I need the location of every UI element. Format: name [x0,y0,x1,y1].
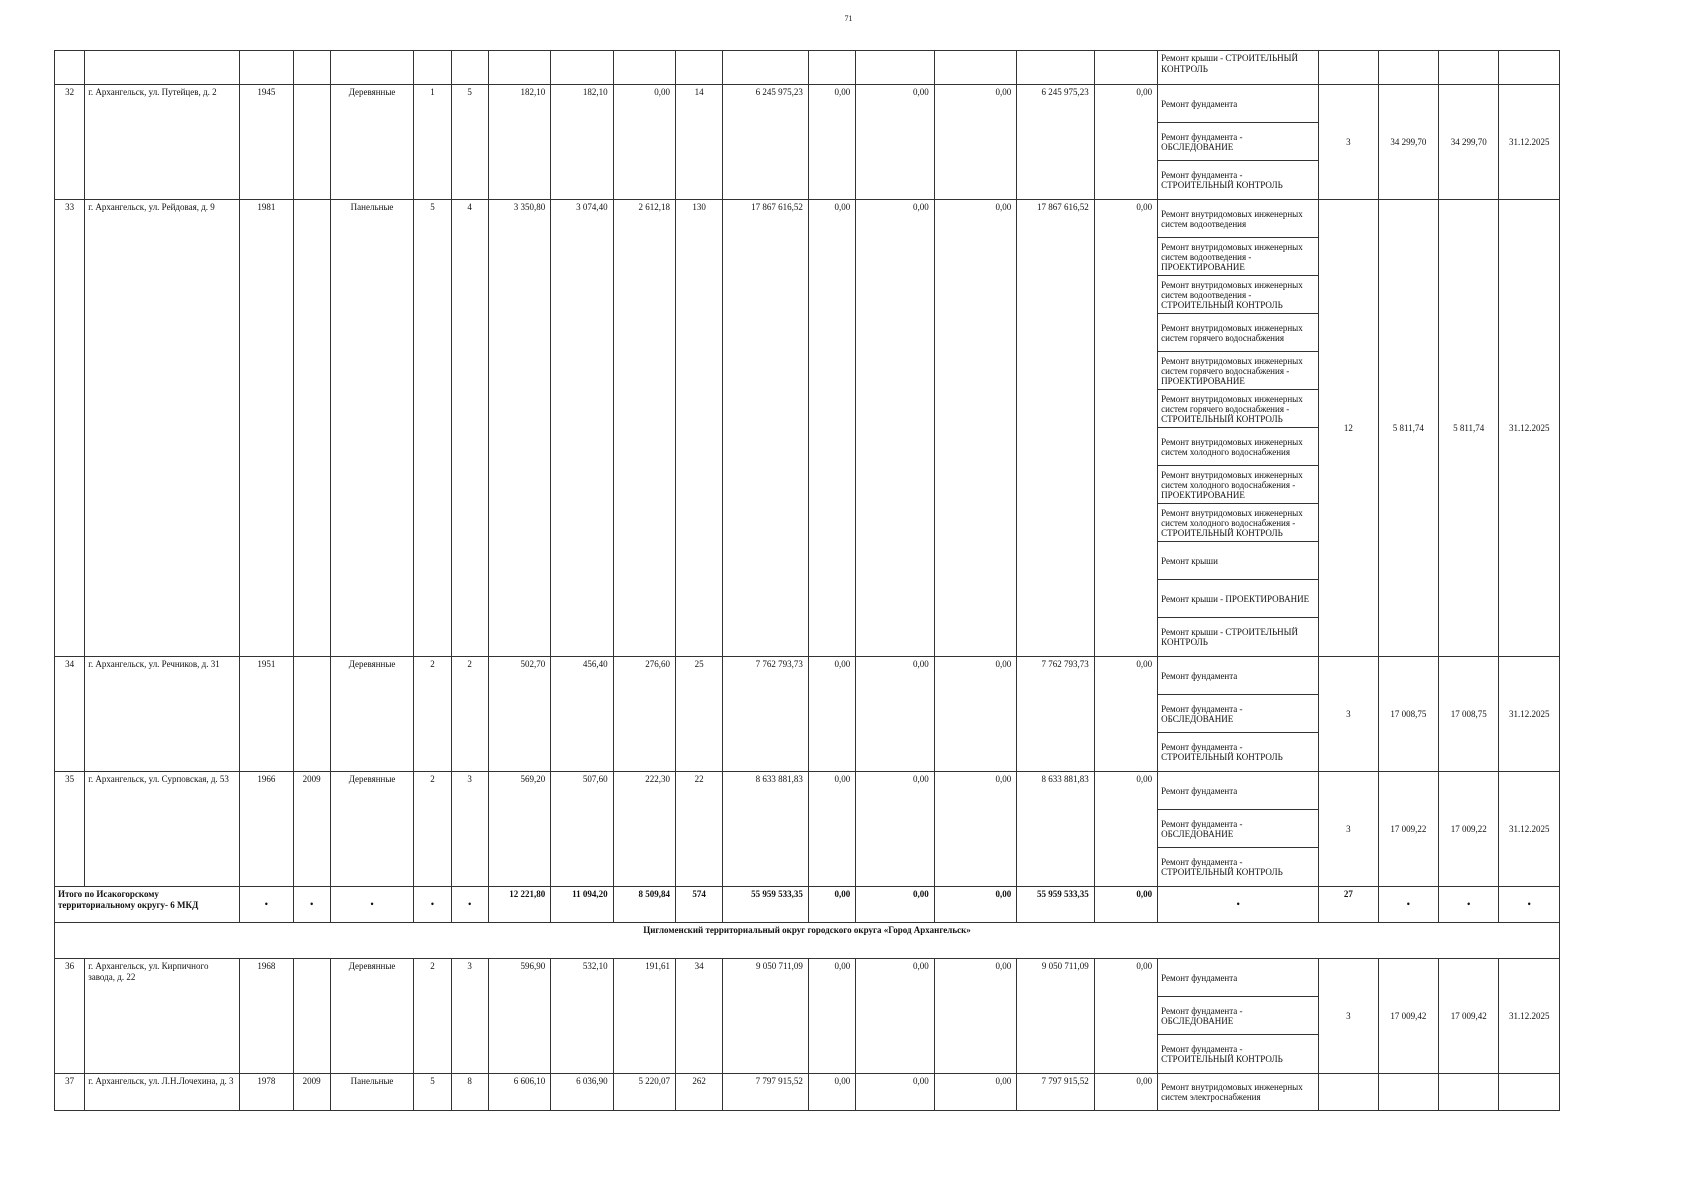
area-cell: 11 094,20 [551,887,613,923]
entrances-cell: 5 [451,85,488,200]
floors-cell: 2 [414,657,451,772]
work-item: Ремонт фундамента - СТРОИТЕЛЬНЫЙ КОНТРОЛЬ [1161,857,1283,877]
table-row [55,200,1560,657]
money-cell: 7 762 793,73 [723,657,809,772]
works-cell [1158,772,1319,887]
material-cell: Панельные [330,200,414,657]
year-cell: 1968 [240,959,293,1074]
year-cell: 1981 [240,200,293,657]
money-cell: 0,00 [808,85,855,200]
money-cell: 0,00 [808,887,855,923]
empty-cell [934,51,1017,85]
work-item: Ремонт фундамента - ОБСЛЕДОВАНИЕ [1158,997,1318,1035]
empty-cell [330,51,414,85]
section-row [55,923,1560,959]
empty-cell [55,51,85,85]
money-cell: 0,00 [934,85,1017,200]
works-cell [1158,657,1319,772]
area-cell: 182,10 [551,85,613,200]
floors-cell: 1 [414,85,451,200]
work-item: Ремонт фундамента [1158,85,1318,123]
address-cell: г. Архангельск, ул. Речников, д. 31 [85,657,240,772]
money-cell: 0,00 [1094,959,1157,1074]
empty-cell [808,51,855,85]
dot-cell: • [451,887,488,923]
unit-cost-cell [1378,1074,1438,1111]
empty-cell [1319,51,1378,85]
money-cell: 7 797 915,52 [723,1074,809,1111]
work-item: Ремонт фундамента - СТРОИТЕЛЬНЫЙ КОНТРОЛЬ [1161,1044,1283,1064]
table-row [55,772,1560,887]
money-cell: 6 245 975,23 [1017,85,1095,200]
work-item: Ремонт внутридомовых инженерных систем электроснабжения [1161,1082,1303,1102]
year-cell: 2009 [293,772,330,887]
work-item: Ремонт фундамента [1158,657,1318,695]
year-cell [293,85,330,200]
dot-cell: • [330,887,414,923]
empty-cell [1439,51,1499,85]
material-cell: Деревянные [330,657,414,772]
money-cell: 0,00 [856,1074,935,1111]
material-cell: Деревянные [330,85,414,200]
deadline-cell: 31.12.2025 [1499,200,1560,657]
work-item: Ремонт фундамента - ОБСЛЕДОВАНИЕ [1158,810,1318,848]
area-cell: 3 350,80 [488,200,550,657]
work-item: Ремонт крыши - СТРОИТЕЛЬНЫЙ КОНТРОЛЬ [1161,627,1299,647]
residents-cell: 25 [676,657,723,772]
work-item: Ремонт внутридомовых инженерных систем горячего водоснабжения - ПРОЕКТИРОВАНИЕ [1158,352,1318,390]
work-item: Ремонт внутридомовых инженерных систем водоотведения - СТРОИТЕЛЬНЫЙ КОНТРОЛЬ [1158,276,1318,314]
entrances-cell: 8 [451,1074,488,1111]
money-cell: 0,00 [934,887,1017,923]
unit-cost-cell: 17 009,42 [1378,959,1438,1074]
area-cell: 191,61 [613,959,675,1074]
residents-cell: 14 [676,85,723,200]
material-cell: Деревянные [330,772,414,887]
area-cell: 5 220,07 [613,1074,675,1111]
year-cell: 1966 [240,772,293,887]
table-row [55,85,1560,200]
unit-cost-cell: 17 008,75 [1378,657,1438,772]
money-cell: 17 867 616,52 [1017,200,1095,657]
empty-cell [676,51,723,85]
empty-cell [240,51,293,85]
entrances-cell: 3 [451,772,488,887]
unit-cost-cell: 34 299,70 [1378,85,1438,200]
work-item: Ремонт фундамента - СТРОИТЕЛЬНЫЙ КОНТРОЛЬ [1161,170,1283,190]
work-item: Ремонт крыши [1158,542,1318,580]
floors-cell: 2 [414,772,451,887]
dot-cell: • [1439,887,1499,923]
area-cell: 2 612,18 [613,200,675,657]
max-cost-cell [1439,1074,1499,1111]
area-cell: 182,10 [488,85,550,200]
money-cell: 0,00 [934,959,1017,1074]
residents-cell: 574 [676,887,723,923]
work-item: Ремонт внутридомовых инженерных систем холодного водоснабжения - СТРОИТЕЛЬНЫЙ КОНТРОЛЬ [1158,504,1318,542]
works-cell [1158,200,1319,657]
money-cell: 7 762 793,73 [1017,657,1095,772]
money-cell: 0,00 [808,959,855,1074]
row-number: 33 [55,200,85,657]
dot-cell: • [1499,887,1560,923]
area-cell: 8 509,84 [613,887,675,923]
empty-cell [856,51,935,85]
material-cell: Деревянные [330,959,414,1074]
deadline-cell [1499,1074,1560,1111]
units-cell [1319,1074,1378,1111]
dot-cell: • [293,887,330,923]
deadline-cell: 31.12.2025 [1499,85,1560,200]
money-cell: 9 050 711,09 [1017,959,1095,1074]
area-cell: 532,10 [551,959,613,1074]
entrances-cell: 4 [451,200,488,657]
capital-repair-table [54,50,1560,1111]
year-cell: 1978 [240,1074,293,1111]
empty-cell [414,51,451,85]
money-cell: 0,00 [808,200,855,657]
money-cell: 0,00 [856,85,935,200]
dot-cell: • [240,887,293,923]
residents-cell: 130 [676,200,723,657]
work-item: Ремонт фундамента [1158,959,1318,997]
money-cell: 0,00 [856,772,935,887]
units-cell: 27 [1319,887,1378,923]
year-cell [293,657,330,772]
work-item: Ремонт фундамента - СТРОИТЕЛЬНЫЙ КОНТРОЛЬ [1161,742,1283,762]
money-cell: 0,00 [856,959,935,1074]
units-cell: 3 [1319,772,1378,887]
money-cell: 0,00 [1094,657,1157,772]
row-number: 34 [55,657,85,772]
page-number: 71 [844,14,853,23]
work-item: Ремонт фундамента - ОБСЛЕДОВАНИЕ [1158,123,1318,161]
work-item: Ремонт фундамента - ОБСЛЕДОВАНИЕ [1158,695,1318,733]
units-cell: 12 [1319,200,1378,657]
work-item: Ремонт фундамента [1158,772,1318,810]
dot-cell: • [414,887,451,923]
money-cell: 0,00 [808,1074,855,1111]
money-cell: 0,00 [808,772,855,887]
work-item: Ремонт внутридомовых инженерных систем водоотведения - ПРОЕКТИРОВАНИЕ [1158,238,1318,276]
area-cell: 6 036,90 [551,1074,613,1111]
work-item: Ремонт внутридомовых инженерных систем водоотведения [1158,200,1318,238]
money-cell: 0,00 [1094,887,1157,923]
works-cell [1158,959,1319,1074]
money-cell: 0,00 [934,657,1017,772]
deadline-cell: 31.12.2025 [1499,959,1560,1074]
year-cell: 1951 [240,657,293,772]
empty-cell [488,51,550,85]
empty-cell [613,51,675,85]
works-cell [1158,1074,1319,1111]
address-cell: г. Архангельск, ул. Путейцев, д. 2 [85,85,240,200]
year-cell [293,959,330,1074]
money-cell: 6 245 975,23 [723,85,809,200]
empty-cell [723,51,809,85]
residents-cell: 262 [676,1074,723,1111]
max-cost-cell: 34 299,70 [1439,85,1499,200]
total-row [55,887,1560,923]
units-cell: 3 [1319,657,1378,772]
row-number: 37 [55,1074,85,1111]
works-cell [1158,85,1319,200]
money-cell: 8 633 881,83 [1017,772,1095,887]
address-cell: г. Архангельск, ул. Рейдовая, д. 9 [85,200,240,657]
floors-cell: 5 [414,1074,451,1111]
address-cell: г. Архангельск, ул. Кирпичного завода, д. 22 [85,959,240,1074]
work-item: Ремонт внутридомовых инженерных систем холодного водоснабжения [1158,428,1318,466]
year-cell: 2009 [293,1074,330,1111]
money-cell: 7 797 915,52 [1017,1074,1095,1111]
section-title: Цигломенский территориальный округ городского округа «Город Архангельск» [55,923,1560,959]
area-cell: 502,70 [488,657,550,772]
dot-cell: • [1378,887,1438,923]
empty-cell [451,51,488,85]
work-item: Ремонт внутридомовых инженерных систем горячего водоснабжения - СТРОИТЕЛЬНЫЙ КОНТРОЛЬ [1158,390,1318,428]
address-cell: г. Архангельск, ул. Сурповская, д. 53 [85,772,240,887]
area-cell: 222,30 [613,772,675,887]
empty-cell [1094,51,1157,85]
area-cell: 3 074,40 [551,200,613,657]
money-cell: 0,00 [856,887,935,923]
work-item: Ремонт внутридомовых инженерных систем холодного водоснабжения - ПРОЕКТИРОВАНИЕ [1158,466,1318,504]
residents-cell: 34 [676,959,723,1074]
money-cell: 0,00 [934,200,1017,657]
residents-cell: 22 [676,772,723,887]
empty-cell [1499,51,1560,85]
area-cell: 569,20 [488,772,550,887]
money-cell: 0,00 [1094,772,1157,887]
deadline-cell: 31.12.2025 [1499,657,1560,772]
row-number: 32 [55,85,85,200]
money-cell: 0,00 [934,772,1017,887]
table-row [55,51,1560,85]
unit-cost-cell: 5 811,74 [1378,200,1438,657]
area-cell: 596,90 [488,959,550,1074]
deadline-cell: 31.12.2025 [1499,772,1560,887]
empty-cell [1378,51,1438,85]
floors-cell: 5 [414,200,451,657]
money-cell: 8 633 881,83 [723,772,809,887]
work-item: Ремонт крыши - ПРОЕКТИРОВАНИЕ [1158,580,1318,618]
money-cell: 0,00 [1094,200,1157,657]
money-cell: 0,00 [934,1074,1017,1111]
money-cell: 55 959 533,35 [723,887,809,923]
area-cell: 507,60 [551,772,613,887]
area-cell: 456,40 [551,657,613,772]
area-cell: 12 221,80 [488,887,550,923]
money-cell: 17 867 616,52 [723,200,809,657]
year-cell [293,200,330,657]
area-cell: 0,00 [613,85,675,200]
max-cost-cell: 5 811,74 [1439,200,1499,657]
area-cell: 276,60 [613,657,675,772]
empty-cell [293,51,330,85]
max-cost-cell: 17 009,22 [1439,772,1499,887]
money-cell: 0,00 [808,657,855,772]
table-row [55,959,1560,1074]
max-cost-cell: 17 009,42 [1439,959,1499,1074]
entrances-cell: 2 [451,657,488,772]
row-number: 35 [55,772,85,887]
money-cell: 55 959 533,35 [1017,887,1095,923]
total-label: Итого по Исакогорскому территориальному округу- 6 МКД [55,887,240,923]
money-cell: 0,00 [1094,85,1157,200]
row-number: 36 [55,959,85,1074]
money-cell: 9 050 711,09 [723,959,809,1074]
dot-cell: • [1158,887,1319,923]
empty-cell [551,51,613,85]
money-cell: 0,00 [856,200,935,657]
max-cost-cell: 17 008,75 [1439,657,1499,772]
unit-cost-cell: 17 009,22 [1378,772,1438,887]
table-row [55,1074,1560,1111]
table-row [55,657,1560,772]
units-cell: 3 [1319,959,1378,1074]
units-cell: 3 [1319,85,1378,200]
area-cell: 6 606,10 [488,1074,550,1111]
floors-cell: 2 [414,959,451,1074]
address-cell: г. Архангельск, ул. Л.Н.Лочехина, д. 3 [85,1074,240,1111]
empty-cell [1017,51,1095,85]
money-cell: 0,00 [1094,1074,1157,1111]
work-cell: Ремонт крыши - СТРОИТЕЛЬНЫЙ КОНТРОЛЬ [1158,51,1319,85]
entrances-cell: 3 [451,959,488,1074]
empty-cell [85,51,240,85]
year-cell: 1945 [240,85,293,200]
material-cell: Панельные [330,1074,414,1111]
money-cell: 0,00 [856,657,935,772]
work-item: Ремонт внутридомовых инженерных систем горячего водоснабжения [1158,314,1318,352]
